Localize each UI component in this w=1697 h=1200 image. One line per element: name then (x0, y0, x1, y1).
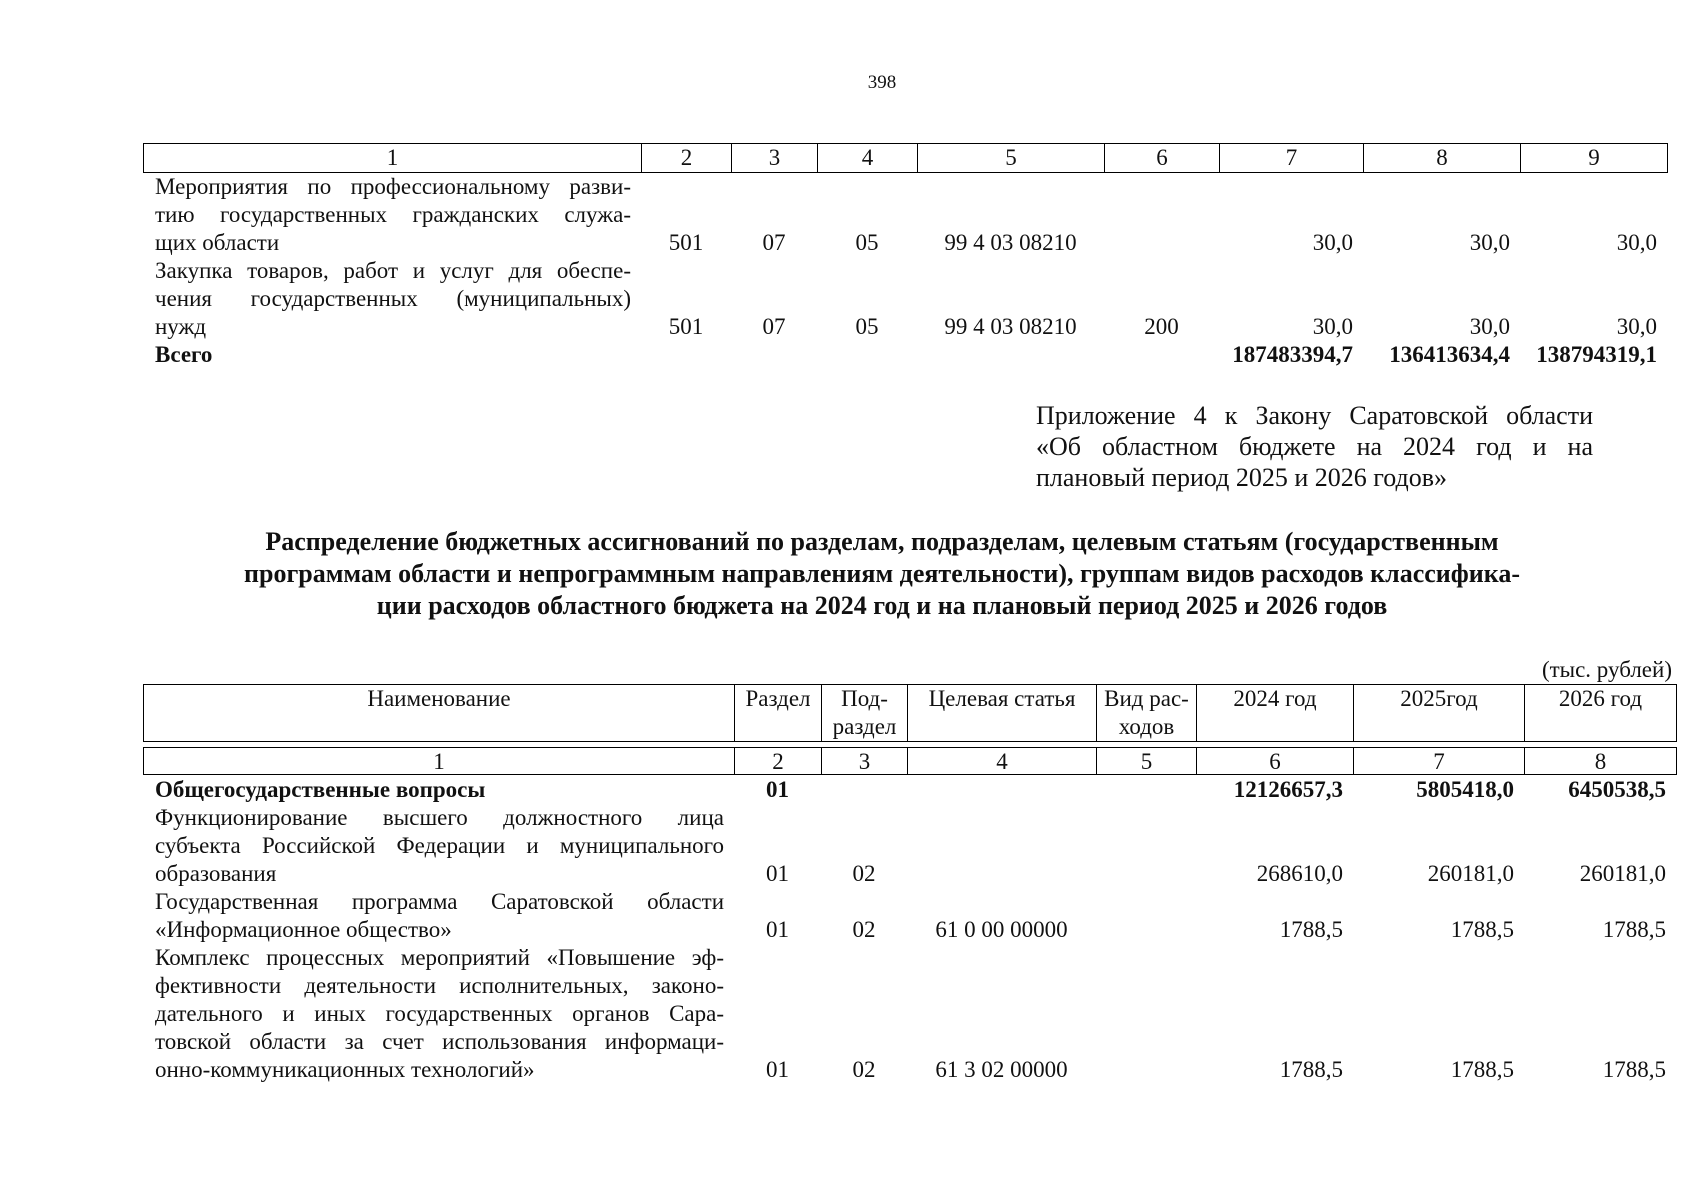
header-podrazdel-line: раздел (832, 714, 897, 739)
table-row (143, 804, 1676, 888)
total-2024: 187483394,7 (1232, 342, 1353, 367)
cell-celevaya (907, 804, 1096, 888)
appendix-line: Приложение 4 к Закону Саратовской области (1036, 401, 1593, 430)
cell-glava: 501 (668, 230, 704, 255)
table-row (143, 173, 1667, 257)
total-2025: 136413634,4 (1389, 342, 1510, 367)
main-table-header (143, 684, 1677, 742)
top-table-body (143, 173, 1667, 369)
cell-razdel: 01 (766, 917, 789, 942)
row-name-line: Комплекс процессных мероприятий «Повышение эф- (155, 945, 724, 970)
row-name-line: тию государственных гражданских служа- (155, 202, 631, 227)
cell-2026: 30,0 (1616, 314, 1657, 339)
row-name-line: образования (155, 861, 277, 886)
header-2024: 2024 год (1197, 685, 1354, 742)
row-name (143, 804, 734, 888)
table-row (143, 944, 1676, 1084)
row-name-line: онно-коммуникационных технологий» (155, 1057, 535, 1082)
top-col-1: 1 (144, 144, 642, 173)
cell-2024: 1788,5 (1279, 1057, 1343, 1082)
cell-2025: 1788,5 (1450, 1057, 1514, 1082)
cell-2024: 12126657,3 (1233, 777, 1343, 802)
col-number: 7 (1354, 748, 1525, 775)
col-number: 8 (1525, 748, 1677, 775)
row-name (143, 944, 734, 1084)
cell-razdel: 01 (766, 1057, 789, 1082)
appendix-line: плановый период 2025 и 2026 годов» (1036, 463, 1448, 492)
cell-vid (1096, 776, 1196, 804)
row-name-line: фективности деятельности исполнительных, законо- (155, 973, 724, 998)
cell-podrazdel (817, 341, 917, 369)
cell-celevaya: 99 4 03 08210 (944, 230, 1077, 255)
header-vid-line: ходов (1118, 714, 1175, 739)
col-number: 1 (144, 748, 735, 775)
appendix-reference (1036, 400, 1593, 493)
row-name (143, 888, 734, 944)
cell-celevaya: 61 3 02 00000 (935, 1057, 1068, 1082)
top-col-9: 9 (1521, 144, 1668, 173)
header-2025: 2025год (1354, 685, 1525, 742)
col-number: 3 (822, 748, 908, 775)
cell-2024: 268610,0 (1256, 861, 1343, 886)
cell-glava (641, 341, 731, 369)
cell-2025: 30,0 (1469, 314, 1510, 339)
top-col-7: 7 (1220, 144, 1364, 173)
cell-2026: 1788,5 (1602, 917, 1666, 942)
cell-razdel (731, 341, 817, 369)
cell-podrazdel (821, 776, 907, 804)
top-col-4: 4 (818, 144, 918, 173)
cell-glava: 501 (668, 314, 704, 339)
cell-2025: 30,0 (1469, 230, 1510, 255)
page-number: 398 (867, 72, 897, 93)
total-row (143, 341, 1667, 369)
cell-vid (1096, 804, 1196, 888)
title-line: программам области и непрограммным направлениям деятельности), группам видов расходов классифика- (244, 559, 1520, 588)
top-col-5: 5 (918, 144, 1105, 173)
row-name (143, 257, 641, 341)
main-table-body (143, 776, 1676, 1084)
cell-2024: 30,0 (1312, 230, 1353, 255)
cell-2026: 1788,5 (1602, 1057, 1666, 1082)
header-podrazdel-line: Под- (841, 686, 888, 711)
top-col-6: 6 (1105, 144, 1220, 173)
title-line: Распределение бюджетных ассигнований по разделам, подразделам, целевым статьям (государственным (265, 527, 1499, 556)
top-table-header (143, 143, 1668, 173)
header-podrazdel (822, 685, 908, 742)
cell-razdel: 07 (762, 230, 786, 255)
cell-vid (1104, 173, 1219, 257)
row-name-line: нужд (155, 314, 207, 339)
row-name-line: товской области за счет использования информаци- (155, 1029, 724, 1054)
cell-podrazdel: 02 (852, 917, 876, 942)
cell-podrazdel: 02 (852, 1057, 876, 1082)
table-row (143, 888, 1676, 944)
row-name-line: Функционирование высшего должностного лица (155, 805, 724, 830)
cell-celevaya: 61 0 00 00000 (935, 917, 1068, 942)
header-vid (1097, 685, 1197, 742)
col-number: 2 (735, 748, 822, 775)
table-row (143, 257, 1667, 341)
cell-podrazdel: 05 (855, 230, 879, 255)
header-vid-line: Вид рас- (1104, 686, 1189, 711)
cell-razdel: 07 (762, 314, 786, 339)
cell-razdel: 01 (766, 861, 789, 886)
top-col-8: 8 (1364, 144, 1521, 173)
col-number: 5 (1097, 748, 1197, 775)
cell-2025: 260181,0 (1427, 861, 1514, 886)
col-number: 4 (908, 748, 1097, 775)
units-label: (тыс. рублей) (1541, 657, 1672, 682)
top-col-3: 3 (732, 144, 818, 173)
header-celevaya: Целевая статья (908, 685, 1097, 742)
cell-2024: 30,0 (1312, 314, 1353, 339)
cell-2024: 1788,5 (1279, 917, 1343, 942)
appendix-line: «Об областном бюджете на 2024 год и на (1036, 432, 1593, 461)
cell-2026: 6450538,5 (1568, 777, 1666, 802)
cell-vid (1104, 341, 1219, 369)
document-title (160, 526, 1604, 622)
header-name: Наименование (144, 685, 735, 742)
cell-vid (1096, 888, 1196, 944)
row-name-line: Мероприятия по профессиональному разви- (155, 174, 631, 199)
cell-2026: 30,0 (1616, 230, 1657, 255)
col-number: 6 (1197, 748, 1354, 775)
title-line: ции расходов областного бюджета на 2024 год и на плановый период 2025 и 2026 годов (376, 591, 1388, 620)
cell-vid (1096, 944, 1196, 1084)
cell-2025: 1788,5 (1450, 917, 1514, 942)
cell-2026: 260181,0 (1579, 861, 1666, 886)
main-table-column-numbers (143, 747, 1677, 775)
row-name-line: щих области (155, 230, 280, 255)
row-name-line: дательного и иных государственных органов Сара- (155, 1001, 724, 1026)
table-row (143, 776, 1676, 804)
cell-razdel: 01 (766, 777, 789, 802)
row-name-line: субъекта Российской Федерации и муниципального (155, 833, 724, 858)
cell-celevaya: 99 4 03 08210 (944, 314, 1077, 339)
cell-2025: 5805418,0 (1416, 777, 1514, 802)
cell-podrazdel: 02 (852, 861, 876, 886)
row-name-line: Закупка товаров, работ и услуг для обеспе- (155, 258, 631, 283)
row-name: Общегосударственные вопросы (155, 777, 486, 802)
top-col-2: 2 (642, 144, 732, 173)
total-2026: 138794319,1 (1536, 342, 1657, 367)
cell-celevaya (917, 341, 1104, 369)
row-name-line: чения государственных (муниципальных) (155, 286, 631, 311)
cell-vid: 200 (1144, 314, 1179, 339)
header-razdel: Раздел (735, 685, 822, 742)
cell-podrazdel: 05 (855, 314, 879, 339)
row-name-line: Государственная программа Саратовской области (155, 889, 724, 914)
cell-celevaya (907, 776, 1096, 804)
row-name (143, 173, 641, 257)
row-name-line: «Информационное общество» (155, 917, 452, 942)
header-2026: 2026 год (1525, 685, 1677, 742)
total-label: Всего (155, 342, 213, 367)
